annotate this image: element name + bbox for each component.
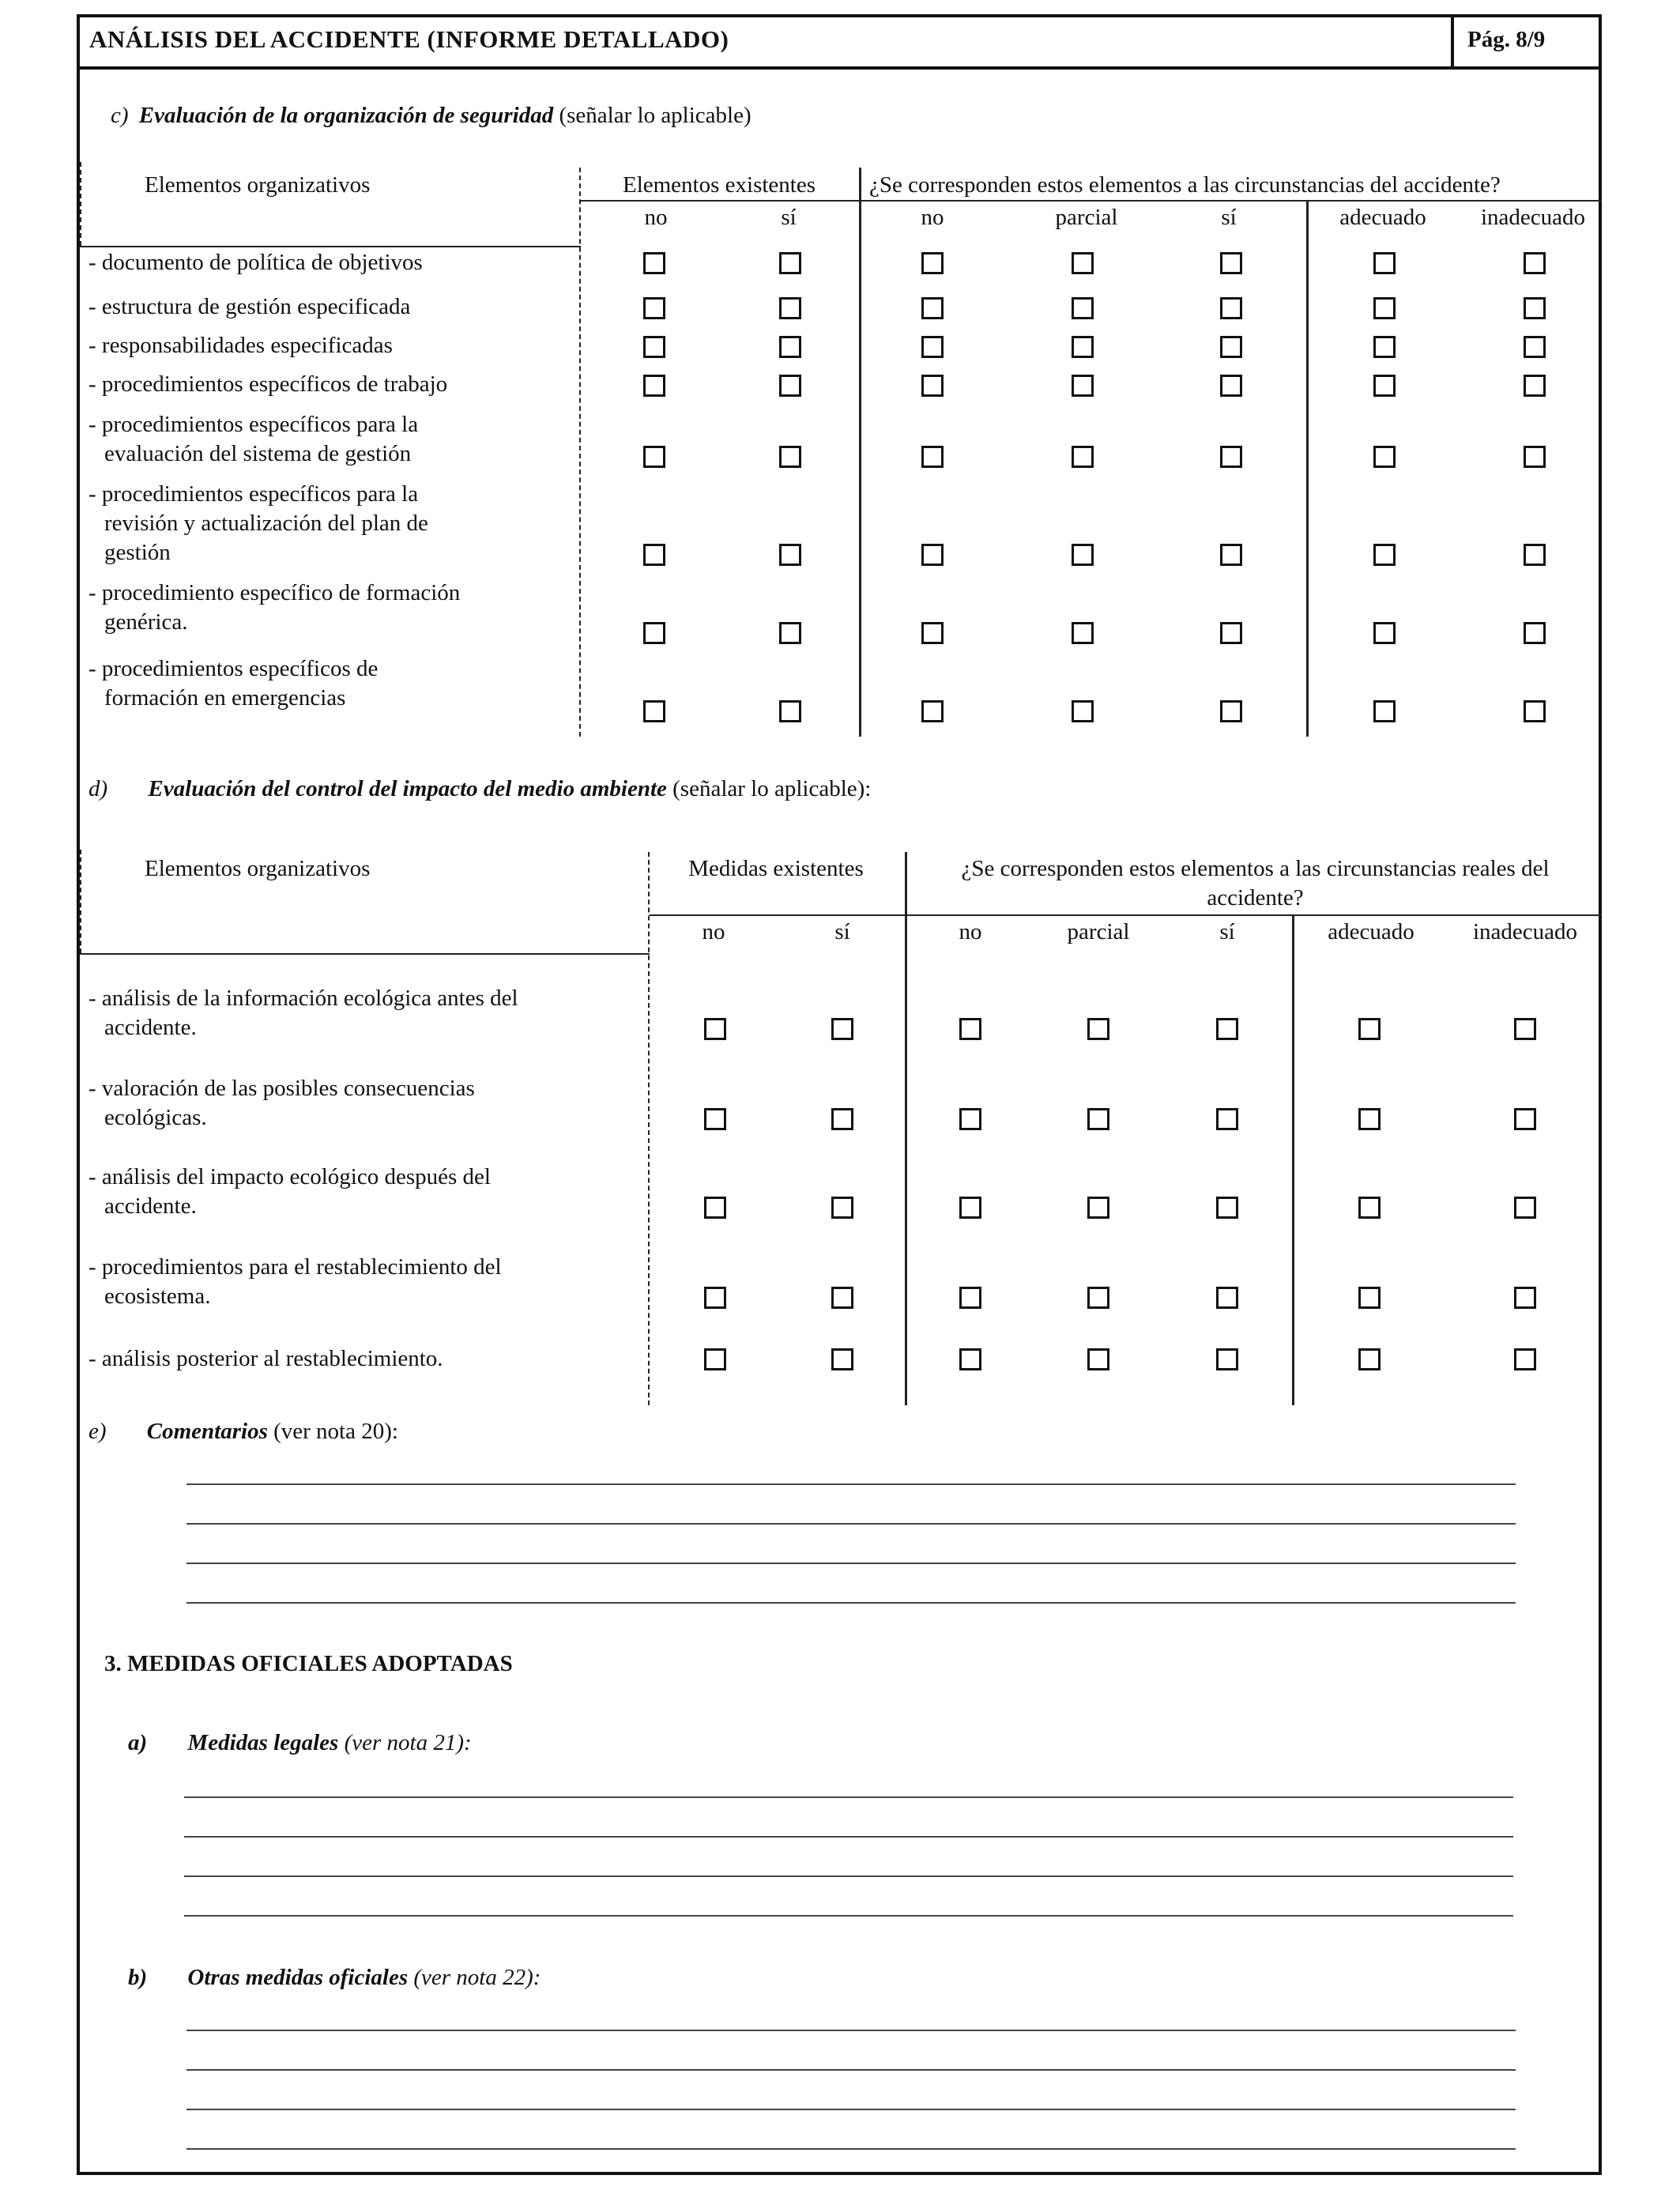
section-d-checkbox[interactable] (1087, 1018, 1109, 1040)
section-c-checkbox[interactable] (921, 297, 944, 319)
section-c-checkbox[interactable] (779, 544, 801, 566)
section-c-checkbox[interactable] (921, 700, 944, 722)
section-c-row-label-cont: gestión (104, 540, 171, 565)
section-d-checkbox[interactable] (1216, 1348, 1238, 1370)
page-header (77, 14, 1602, 70)
legal-measures-line[interactable] (184, 1796, 1513, 1798)
section-c-checkbox[interactable] (1524, 700, 1546, 722)
section-d-vline-1 (648, 852, 651, 1405)
section-c-checkbox[interactable] (1373, 375, 1396, 397)
other-measures-line[interactable] (186, 2030, 1516, 2031)
section-c-checkbox[interactable] (779, 700, 801, 722)
section-c-checkbox[interactable] (1220, 544, 1242, 566)
section-d-vline-3 (1292, 914, 1294, 1405)
section-c-checkbox[interactable] (1524, 375, 1546, 397)
section-c-checkbox[interactable] (1072, 375, 1094, 397)
section-d-checkbox[interactable] (1514, 1108, 1536, 1130)
section-c-checkbox[interactable] (779, 375, 801, 397)
section-c-checkbox[interactable] (1373, 446, 1396, 468)
section-c-checkbox[interactable] (1220, 622, 1242, 644)
section-c-checkbox[interactable] (1373, 336, 1396, 358)
section-d-checkbox[interactable] (1358, 1108, 1381, 1130)
section-d-row-label-cont: ecosistema. (104, 1284, 211, 1309)
section-c-checkbox[interactable] (643, 336, 665, 358)
section-d-row-label-cont: ecológicas. (104, 1105, 207, 1130)
section-c-checkbox[interactable] (779, 297, 801, 319)
section-c-vline-3 (1306, 200, 1309, 737)
section-d-row-label: - análisis del impacto ecológico después del (89, 1164, 491, 1189)
section-d-checkbox[interactable] (959, 1348, 981, 1370)
section-d-checkbox[interactable] (704, 1108, 726, 1130)
legal-measures-line[interactable] (184, 1836, 1513, 1838)
section-c-checkbox[interactable] (921, 544, 944, 566)
section-d-row-rule (80, 953, 650, 955)
section-c-checkbox[interactable] (1072, 622, 1094, 644)
section-d-col-question-2: accidente? (1207, 885, 1304, 910)
section-d-heading: d) Evaluación del control del impacto del medio ambiente (señalar lo aplicable): (89, 776, 872, 801)
section-c-row-label-cont: evaluación del sistema de gestión (104, 441, 412, 466)
section-d-checkbox[interactable] (959, 1197, 981, 1219)
section-c-checkbox[interactable] (1220, 700, 1242, 722)
section-c-checkbox[interactable] (643, 622, 665, 644)
section-d-checkbox[interactable] (959, 1108, 981, 1130)
section-c-sub-si1: sí (781, 205, 797, 230)
section-d-checkbox[interactable] (1358, 1287, 1381, 1309)
comment-line[interactable] (186, 1523, 1516, 1525)
section-d-sub-si1: sí (834, 919, 850, 944)
section-d-checkbox[interactable] (1514, 1348, 1536, 1370)
section-c-sub-si2: sí (1221, 205, 1237, 230)
section-c-checkbox[interactable] (1373, 700, 1396, 722)
section-c-sub-adecuado: adecuado (1339, 205, 1426, 230)
page-title: ANÁLISIS DEL ACCIDENTE (INFORME DETALLADO) (89, 25, 729, 53)
section-c-checkbox[interactable] (921, 446, 944, 468)
page-number: Pág. 8/9 (1467, 27, 1546, 52)
section-c-checkbox[interactable] (643, 375, 665, 397)
section-c-checkbox[interactable] (1524, 297, 1546, 319)
section-c-checkbox[interactable] (1072, 336, 1094, 358)
section-d-checkbox[interactable] (704, 1018, 726, 1040)
section-d-checkbox[interactable] (1216, 1287, 1238, 1309)
section-d-checkbox[interactable] (959, 1018, 981, 1040)
section-d-checkbox[interactable] (1514, 1287, 1536, 1309)
section-d-checkbox[interactable] (1216, 1108, 1238, 1130)
section-d-checkbox[interactable] (704, 1287, 726, 1309)
section-c-row-label: - responsabilidades especificadas (89, 333, 393, 358)
section-d-checkbox[interactable] (704, 1348, 726, 1370)
section-d-col-question-1: ¿Se corresponden estos elementos a las circunstancias reales del (961, 856, 1550, 881)
section-c-checkbox[interactable] (1072, 544, 1094, 566)
section-d-row-label-cont: accidente. (104, 1015, 197, 1040)
section-c-checkbox[interactable] (1373, 252, 1396, 274)
section-d-checkbox[interactable] (1358, 1348, 1381, 1370)
section-c-checkbox[interactable] (921, 252, 944, 274)
section-c-checkbox[interactable] (1524, 622, 1546, 644)
section-d-sub-parcial: parcial (1067, 919, 1130, 944)
section-d-sub-no2: no (959, 919, 982, 944)
section-d-left-edge (80, 850, 83, 953)
section-d-col-elements: Elementos organizativos (145, 856, 371, 881)
section-c-row-label-cont: revisión y actualización del plan de (104, 511, 428, 536)
section-d-sub-adecuado: adecuado (1328, 919, 1414, 944)
section-c-row-label: - procedimiento específico de formación (89, 580, 461, 605)
section-c-checkbox[interactable] (643, 700, 665, 722)
section-c-checkbox[interactable] (921, 375, 944, 397)
section-c-row-label: - procedimientos específicos de (89, 656, 379, 681)
section-e-heading: e) Comentarios (ver nota 20): (89, 1419, 398, 1444)
section-c-checkbox[interactable] (1373, 297, 1396, 319)
section-d-checkbox[interactable] (831, 1018, 853, 1040)
section-c-row-rule (80, 246, 581, 247)
section-d-checkbox[interactable] (831, 1348, 853, 1370)
section-d-checkbox[interactable] (1216, 1197, 1238, 1219)
section-c-checkbox[interactable] (1220, 252, 1242, 274)
section-d-checkbox[interactable] (1087, 1287, 1109, 1309)
section-c-checkbox[interactable] (779, 336, 801, 358)
other-measures-line[interactable] (186, 2069, 1516, 2071)
section-d-checkbox[interactable] (1514, 1018, 1536, 1040)
section-c-checkbox[interactable] (1373, 544, 1396, 566)
section-c-checkbox[interactable] (1220, 336, 1242, 358)
section-c-row-label: - procedimientos específicos para la (89, 412, 419, 437)
section-c-checkbox[interactable] (1373, 622, 1396, 644)
section-d-checkbox[interactable] (1514, 1197, 1536, 1219)
section-c-checkbox[interactable] (1524, 446, 1546, 468)
section-c-checkbox[interactable] (779, 622, 801, 644)
section-c-sub-no1: no (644, 205, 668, 230)
section-c-row-label: - documento de política de objetivos (89, 250, 423, 275)
section-d-row-label: - valoración de las posibles consecuencias (89, 1076, 475, 1101)
section-3b-heading: b) Otras medidas oficiales (ver nota 22): (128, 1965, 541, 1990)
section-c-checkbox[interactable] (1524, 336, 1546, 358)
section-c-vline-2 (859, 168, 861, 737)
section-c-col-question: ¿Se corresponden estos elementos a las circunstancias del accidente? (869, 172, 1501, 198)
section-c-checkbox[interactable] (779, 252, 801, 274)
section-d-checkbox[interactable] (959, 1287, 981, 1309)
section-c-row-label-cont: genérica. (104, 609, 188, 635)
section-d-sub-inadecuado: inadecuado (1472, 919, 1578, 944)
comment-line[interactable] (186, 1483, 1516, 1485)
section-d-header-rule (650, 914, 1602, 916)
section-3-title: 3. MEDIDAS OFICIALES ADOPTADAS (104, 1651, 513, 1676)
other-measures-line[interactable] (186, 2109, 1516, 2110)
section-c-sub-no2: no (921, 205, 944, 230)
section-c-checkbox[interactable] (1072, 700, 1094, 722)
section-c-checkbox[interactable] (1220, 375, 1242, 397)
section-c-checkbox[interactable] (1524, 544, 1546, 566)
section-d-checkbox[interactable] (831, 1108, 853, 1130)
section-c-checkbox[interactable] (779, 446, 801, 468)
section-c-row-label: - procedimientos específicos de trabajo (89, 371, 448, 397)
section-d-checkbox[interactable] (1087, 1197, 1109, 1219)
legal-measures-line[interactable] (184, 1875, 1513, 1877)
section-c-checkbox[interactable] (921, 336, 944, 358)
section-c-checkbox[interactable] (1072, 446, 1094, 468)
section-d-sub-no1: no (702, 919, 725, 944)
section-c-sub-parcial: parcial (1055, 205, 1118, 230)
section-c-row-label-cont: formación en emergencias (104, 685, 346, 711)
section-c-left-edge (80, 162, 83, 246)
section-c-sub-inadecuado: inadecuado (1480, 205, 1586, 230)
section-d-sub-si2: sí (1219, 919, 1235, 944)
section-d-checkbox[interactable] (1087, 1348, 1109, 1370)
section-c-checkbox[interactable] (1072, 252, 1094, 274)
section-d-vline-2 (905, 852, 907, 1405)
section-3a-heading: a) Medidas legales (ver nota 21): (128, 1730, 472, 1755)
section-d-checkbox[interactable] (1216, 1018, 1238, 1040)
section-c-checkbox[interactable] (643, 252, 665, 274)
section-c-row-label: - estructura de gestión especificada (89, 294, 411, 319)
comment-line[interactable] (186, 1563, 1516, 1564)
section-c-checkbox[interactable] (643, 544, 665, 566)
section-d-checkbox[interactable] (1358, 1018, 1381, 1040)
section-d-checkbox[interactable] (1087, 1108, 1109, 1130)
section-c-col-existing: Elementos existentes (622, 172, 816, 198)
section-d-row-label: - análisis de la información ecológica antes del (89, 986, 518, 1011)
comment-line[interactable] (186, 1602, 1516, 1604)
section-c-checkbox[interactable] (643, 446, 665, 468)
section-c-checkbox[interactable] (1220, 297, 1242, 319)
section-c-vline-1 (579, 168, 582, 737)
section-c-checkbox[interactable] (643, 297, 665, 319)
section-c-row-label: - procedimientos específicos para la (89, 481, 419, 507)
section-c-col-elements: Elementos organizativos (145, 172, 371, 198)
section-c-heading: c) Evaluación de la organización de seguridad (señalar lo aplicable) (111, 103, 751, 128)
section-d-checkbox[interactable] (1358, 1197, 1381, 1219)
section-c-checkbox[interactable] (1072, 297, 1094, 319)
section-d-row-label: - procedimientos para el restablecimiento del (89, 1254, 502, 1280)
legal-measures-line[interactable] (184, 1915, 1513, 1917)
section-d-checkbox[interactable] (831, 1287, 853, 1309)
section-c-checkbox[interactable] (921, 622, 944, 644)
section-c-checkbox[interactable] (1524, 252, 1546, 274)
section-d-row-label: - análisis posterior al restablecimiento. (89, 1346, 443, 1371)
section-c-header-rule (581, 200, 1602, 202)
section-d-checkbox[interactable] (704, 1197, 726, 1219)
section-d-checkbox[interactable] (831, 1197, 853, 1219)
section-c-checkbox[interactable] (1220, 446, 1242, 468)
other-measures-line[interactable] (186, 2148, 1516, 2150)
header-divider (1451, 14, 1454, 66)
section-d-col-existing: Medidas existentes (688, 856, 864, 881)
section-d-row-label-cont: accidente. (104, 1193, 197, 1219)
